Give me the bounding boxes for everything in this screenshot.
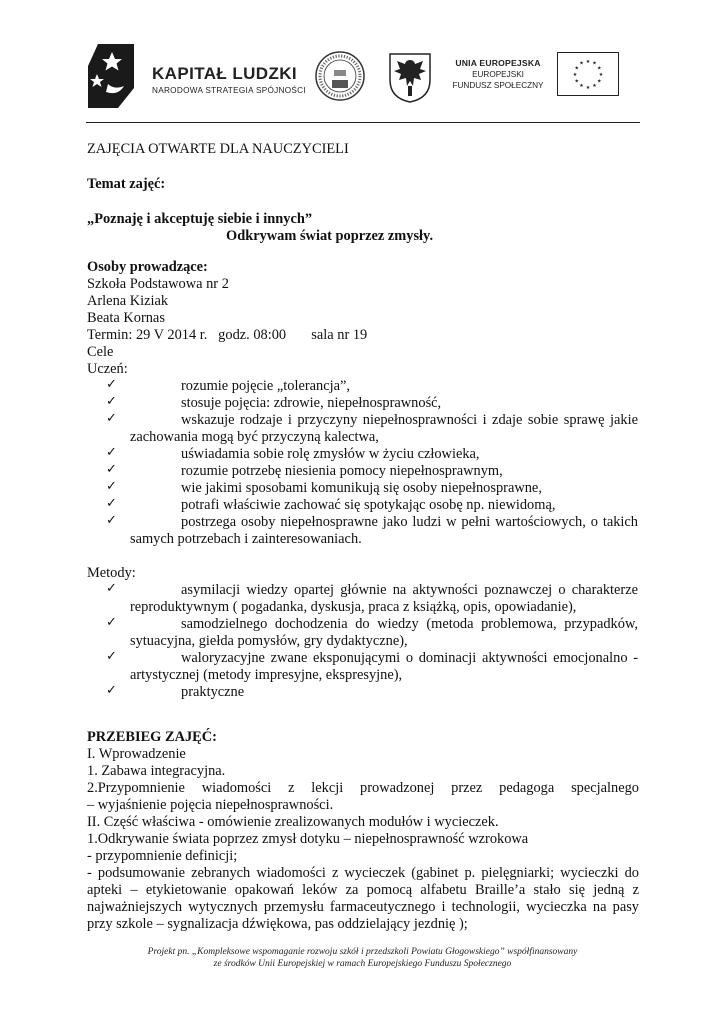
check-icon: ✓	[106, 377, 117, 392]
topic-line-2: Odkrywam świat poprzez zmysły.	[226, 228, 434, 244]
eu-star-icon: ★	[592, 60, 597, 67]
check-icon: ✓	[106, 411, 117, 426]
eu-fund-label	[446, 58, 550, 90]
method-item: samodzielnego dochodzenia do wiedzy (metoda problemowa, przypadków,	[181, 616, 638, 632]
page-header	[0, 0, 725, 125]
coat-of-arms-icon	[388, 52, 432, 104]
goal-item: wie jakimi sposobami komunikują się osoby niepełnosprawne,	[181, 480, 542, 496]
goals-label: Cele	[87, 344, 114, 360]
kapital-ludzki-subtitle: NARODOWA STRATEGIA SPÓJNOŚCI	[152, 86, 306, 95]
check-icon: ✓	[106, 513, 117, 528]
eu-label-line3: FUNDUSZ SPOŁECZNY	[452, 81, 544, 90]
goal-item: potrafi właściwie zachować się spotykając osobę np. niewidomą,	[181, 497, 556, 513]
course-line: apteki – etykietowanie opakowań leków za pomocą alfabetu Braille’a stało się jedną z	[87, 882, 639, 898]
course-line: - podsumowanie zebranych wiadomości z wycieczek (gabinet p. pielęgniarki; wycieczki do	[87, 865, 639, 881]
methods-label: Metody:	[87, 565, 136, 581]
eu-star-icon: ★	[574, 65, 579, 72]
check-icon: ✓	[106, 615, 117, 630]
eu-star-icon: ★	[579, 60, 584, 67]
method-item: praktyczne	[181, 684, 245, 700]
header-divider	[86, 122, 640, 123]
footer-line-2: ze środków Unii Europejskiej w ramach Europejskiego Funduszu Społecznego	[213, 959, 512, 969]
goal-item: rozumie pojęcie „tolerancja”,	[181, 378, 350, 394]
leaders-label: Osoby prowadzące:	[87, 259, 208, 275]
eu-star-icon: ★	[597, 65, 602, 72]
check-icon: ✓	[106, 496, 117, 511]
check-icon: ✓	[106, 445, 117, 460]
course-line: 1.Odkrywanie świata poprzez zmysł dotyku – niepełnosprawność wzrokowa	[87, 831, 529, 847]
goal-item: stosuje pojęcia: zdrowie, niepełnosprawność,	[181, 395, 442, 411]
method-item: waloryzacyjne zwane eksponującymi o dominacji aktywności emocjonalno -	[181, 650, 638, 666]
course-line: II. Część właściwa - omówienie zrealizowanych modułów i wycieczek.	[87, 814, 499, 830]
course-line: I. Wprowadzenie	[87, 746, 186, 762]
topic-line-1: „Poznaję i akceptuję siebie i innych”	[87, 211, 313, 227]
course-heading: PRZEBIEG ZAJĘĆ:	[87, 729, 217, 745]
school-name: Szkoła Podstawowa nr 2	[87, 276, 229, 292]
course-line: przy szkole – sygnalizacja dźwiękowa, pas oddzielający jezdnię );	[87, 916, 468, 932]
goal-item: wskazuje rodzaje i przyczyny niepełnosprawności i zdaje sobie sprawę jakie	[181, 412, 638, 428]
method-item-continuation: sytuacyjna, giełda pomysłów, gry dydaktyczne),	[130, 633, 408, 649]
goal-item-continuation: zachowania mogą być przyczyną kalectwa,	[130, 429, 379, 445]
goal-item: postrzega osoby niepełnosprawne jako ludzi w pełni wartościowych, o takich	[181, 514, 638, 530]
kapital-ludzki-title: KAPITAŁ LUDZKI	[152, 64, 298, 83]
eu-star-icon: ★	[572, 71, 578, 78]
method-item-continuation: reproduktywnym ( pogadanka, dyskusja, praca z książką, opis, opowiadanie),	[130, 599, 577, 615]
course-line: 1. Zabawa integracyjna.	[87, 763, 226, 779]
check-icon: ✓	[106, 683, 117, 698]
goal-item: uświadamia sobie rolę zmysłów w życiu człowieka,	[181, 446, 480, 462]
eu-star-icon: ★	[585, 58, 591, 65]
check-icon: ✓	[106, 581, 117, 596]
student-label: Uczeń:	[87, 361, 128, 377]
eu-label-line2: EUROPEJSKI	[472, 70, 524, 79]
goal-item: rozumie potrzebę niesienia pomocy niepełnosprawnym,	[181, 463, 503, 479]
leader-1: Arlena Kiziak	[87, 293, 169, 309]
course-line: 2.Przypomnienie wiadomości z lekcji prowadzonej przez pedagoga specjalnego	[87, 780, 639, 796]
kapital-ludzki-logo-icon	[88, 44, 134, 108]
eu-star-icon: ★	[574, 78, 579, 85]
method-item: asymilacji wiedzy opartej głównie na aktywności poznawczej o charakterze	[181, 582, 638, 598]
eu-star-icon: ★	[579, 83, 584, 90]
method-item-continuation: artystycznej (metody impresyjne, ekspresyjne),	[130, 667, 403, 683]
course-line: najważniejszych wytycznych przemysłu farmaceutycznego i technologii, wycieczka na pasy	[87, 899, 639, 915]
eu-star-icon: ★	[598, 71, 604, 78]
eu-star-icon: ★	[597, 78, 602, 85]
check-icon: ✓	[106, 479, 117, 494]
page-heading: ZAJĘCIA OTWARTE DLA NAUCZYCIELI	[87, 141, 349, 157]
course-line: - przypomnienie definicji;	[87, 848, 238, 864]
eu-flag-icon	[557, 52, 619, 96]
check-icon: ✓	[106, 394, 117, 409]
course-line: – wyjaśnienie pojęcia niepełnosprawności.	[87, 797, 334, 813]
centrum-seal-icon	[314, 50, 366, 102]
goal-item-continuation: samych potrzebach i zainteresowaniach.	[130, 531, 362, 547]
footer-line-1: Projekt pn. „Kompleksowe wspomaganie rozwoju szkół i przedszkoli Powiatu Głogowskiego” współfinansowany	[147, 947, 578, 957]
eu-star-icon: ★	[585, 84, 591, 91]
check-icon: ✓	[106, 649, 117, 664]
check-icon: ✓	[106, 462, 117, 477]
leader-2: Beata Kornas	[87, 310, 165, 326]
eu-star-icon: ★	[592, 83, 597, 90]
term-line: Termin: 29 V 2014 r. godz. 08:00 sala nr 19	[87, 327, 368, 343]
eu-label-line1: UNIA EUROPEJSKA	[455, 58, 541, 68]
topic-label: Temat zajęć:	[87, 176, 166, 192]
